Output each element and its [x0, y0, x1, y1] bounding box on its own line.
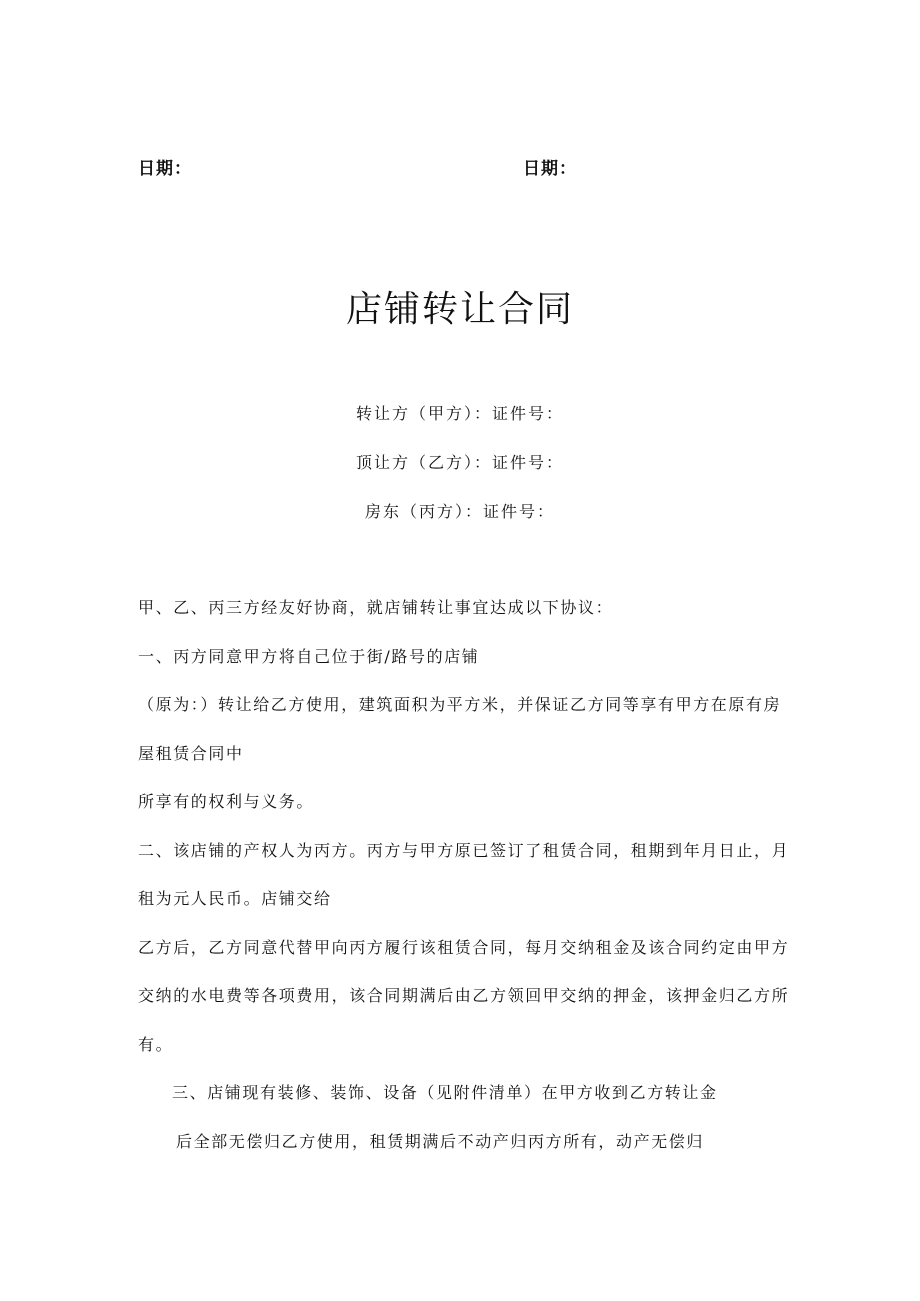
party-transferor: 转让方（甲方）：证件号： — [355, 404, 564, 423]
date-label-right: 日期： — [523, 159, 577, 179]
body-line: 甲、乙、丙三方经友好协商，就店铺转让事宜达成以下协议： — [138, 598, 614, 617]
date-label-left: 日期： — [138, 159, 192, 179]
body-line: 三、店铺现有装修、装饰、设备（见附件清单）在甲方收到乙方转让金 — [172, 1083, 718, 1102]
body-line: 屋租赁合同中 — [138, 743, 244, 763]
body-line: （原为：）转让给乙方使用，建筑面积为平方米，并保证乙方同等享有甲方在原有房 — [138, 695, 782, 714]
party-transferee: 顶让方（乙方）：证件号： — [355, 453, 564, 472]
body-line: 交纳的水电费等各项费用，该合同期满后由乙方领回甲交纳的押金，该押金归乙方所 — [138, 986, 790, 1005]
body-line: 租为元人民币。店铺交给 — [138, 889, 332, 908]
signature-date-row — [0, 154, 920, 184]
body-line: 一、丙方同意甲方将自己位于街/路号的店铺 — [138, 646, 480, 666]
parties-block — [0, 400, 920, 547]
body-line: 所享有的权利与义务。 — [138, 792, 315, 811]
body-line: 乙方后，乙方同意代替甲向丙方履行该租赁合同，每月交纳租金及该合同约定由甲方 — [138, 937, 790, 957]
party-landlord: 房东（丙方）：证件号： — [364, 502, 555, 521]
body-line: 后全部无偿归乙方使用，租赁期满后不动产归丙方所有，动产无偿归 — [176, 1131, 705, 1151]
document-title: 店铺转让合同 — [345, 289, 574, 330]
body-line: 有。 — [138, 1034, 174, 1054]
body-line: 二、该店铺的产权人为丙方。丙方与甲方原已签订了租赁合同，租期到年月日止，月 — [138, 840, 790, 860]
contract-body — [138, 594, 828, 1176]
